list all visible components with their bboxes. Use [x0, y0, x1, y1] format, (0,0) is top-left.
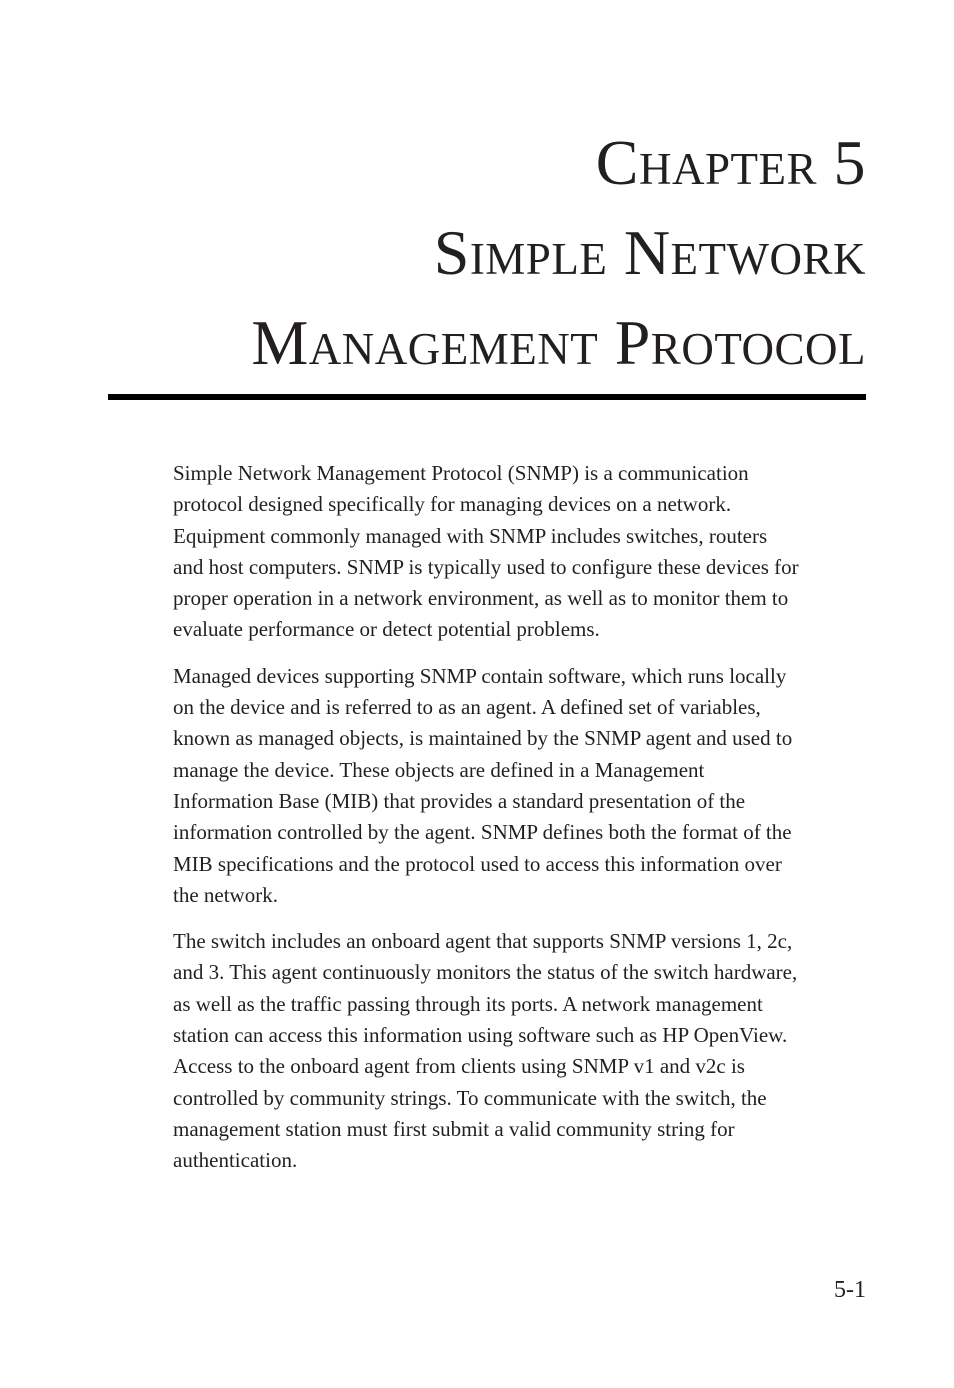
chapter-body	[173, 458, 873, 1192]
text-line: controlled by community strings. To communicate with the switch, the	[173, 1085, 767, 1110]
text-line: station can access this information using software such as HP OpenView.	[173, 1023, 788, 1048]
text-line: MIB specifications and the protocol used to access this information over	[173, 851, 782, 876]
text-line: management station must first submit a valid community string for	[173, 1116, 735, 1141]
text-line: The switch includes an onboard agent that supports SNMP versions 1, 2c,	[173, 929, 793, 954]
text-line: information controlled by the agent. SNMP defines both the format of the	[173, 820, 792, 845]
text-line: as well as the traffic passing through its ports. A network management	[173, 991, 763, 1016]
text-line: the network.	[173, 882, 278, 907]
heading-divider	[108, 394, 866, 400]
text-line: proper operation in a network environment, as well as to monitor them to	[173, 586, 789, 611]
text-line: protocol designed specifically for managing devices on a network.	[173, 492, 732, 517]
paragraph-switch-agent	[173, 926, 873, 1176]
text-line: Equipment commonly managed with SNMP includes switches, routers	[173, 523, 768, 548]
chapter-number-title: Chapter 5	[595, 127, 866, 198]
chapter-title-line-2: Management Protocol	[251, 307, 866, 378]
text-line: manage the device. These objects are defined in a Management	[173, 757, 705, 782]
text-line: and host computers. SNMP is typically used to configure these devices for	[173, 554, 799, 579]
text-line: on the device and is referred to as an agent. A defined set of variables,	[173, 695, 761, 720]
text-line: Managed devices supporting SNMP contain software, which runs locally	[173, 663, 787, 688]
text-line: evaluate performance or detect potential problems.	[173, 617, 600, 642]
text-line: Information Base (MIB) that provides a standard presentation of the	[173, 788, 746, 813]
paragraph-snmp-intro	[173, 458, 873, 646]
chapter-title-line-1: Simple Network	[433, 217, 866, 288]
text-line: Simple Network Management Protocol (SNMP) is a communication	[173, 461, 749, 485]
text-line: Access to the onboard agent from clients using SNMP v1 and v2c is	[173, 1054, 745, 1079]
page-number: 5-1	[834, 1277, 866, 1303]
text-line: and 3. This agent continuously monitors the status of the switch hardware,	[173, 960, 798, 985]
chapter-heading	[251, 118, 866, 388]
paragraph-managed-devices	[173, 661, 873, 911]
text-line: authentication.	[173, 1148, 298, 1173]
text-line: known as managed objects, is maintained by the SNMP agent and used to	[173, 726, 793, 751]
